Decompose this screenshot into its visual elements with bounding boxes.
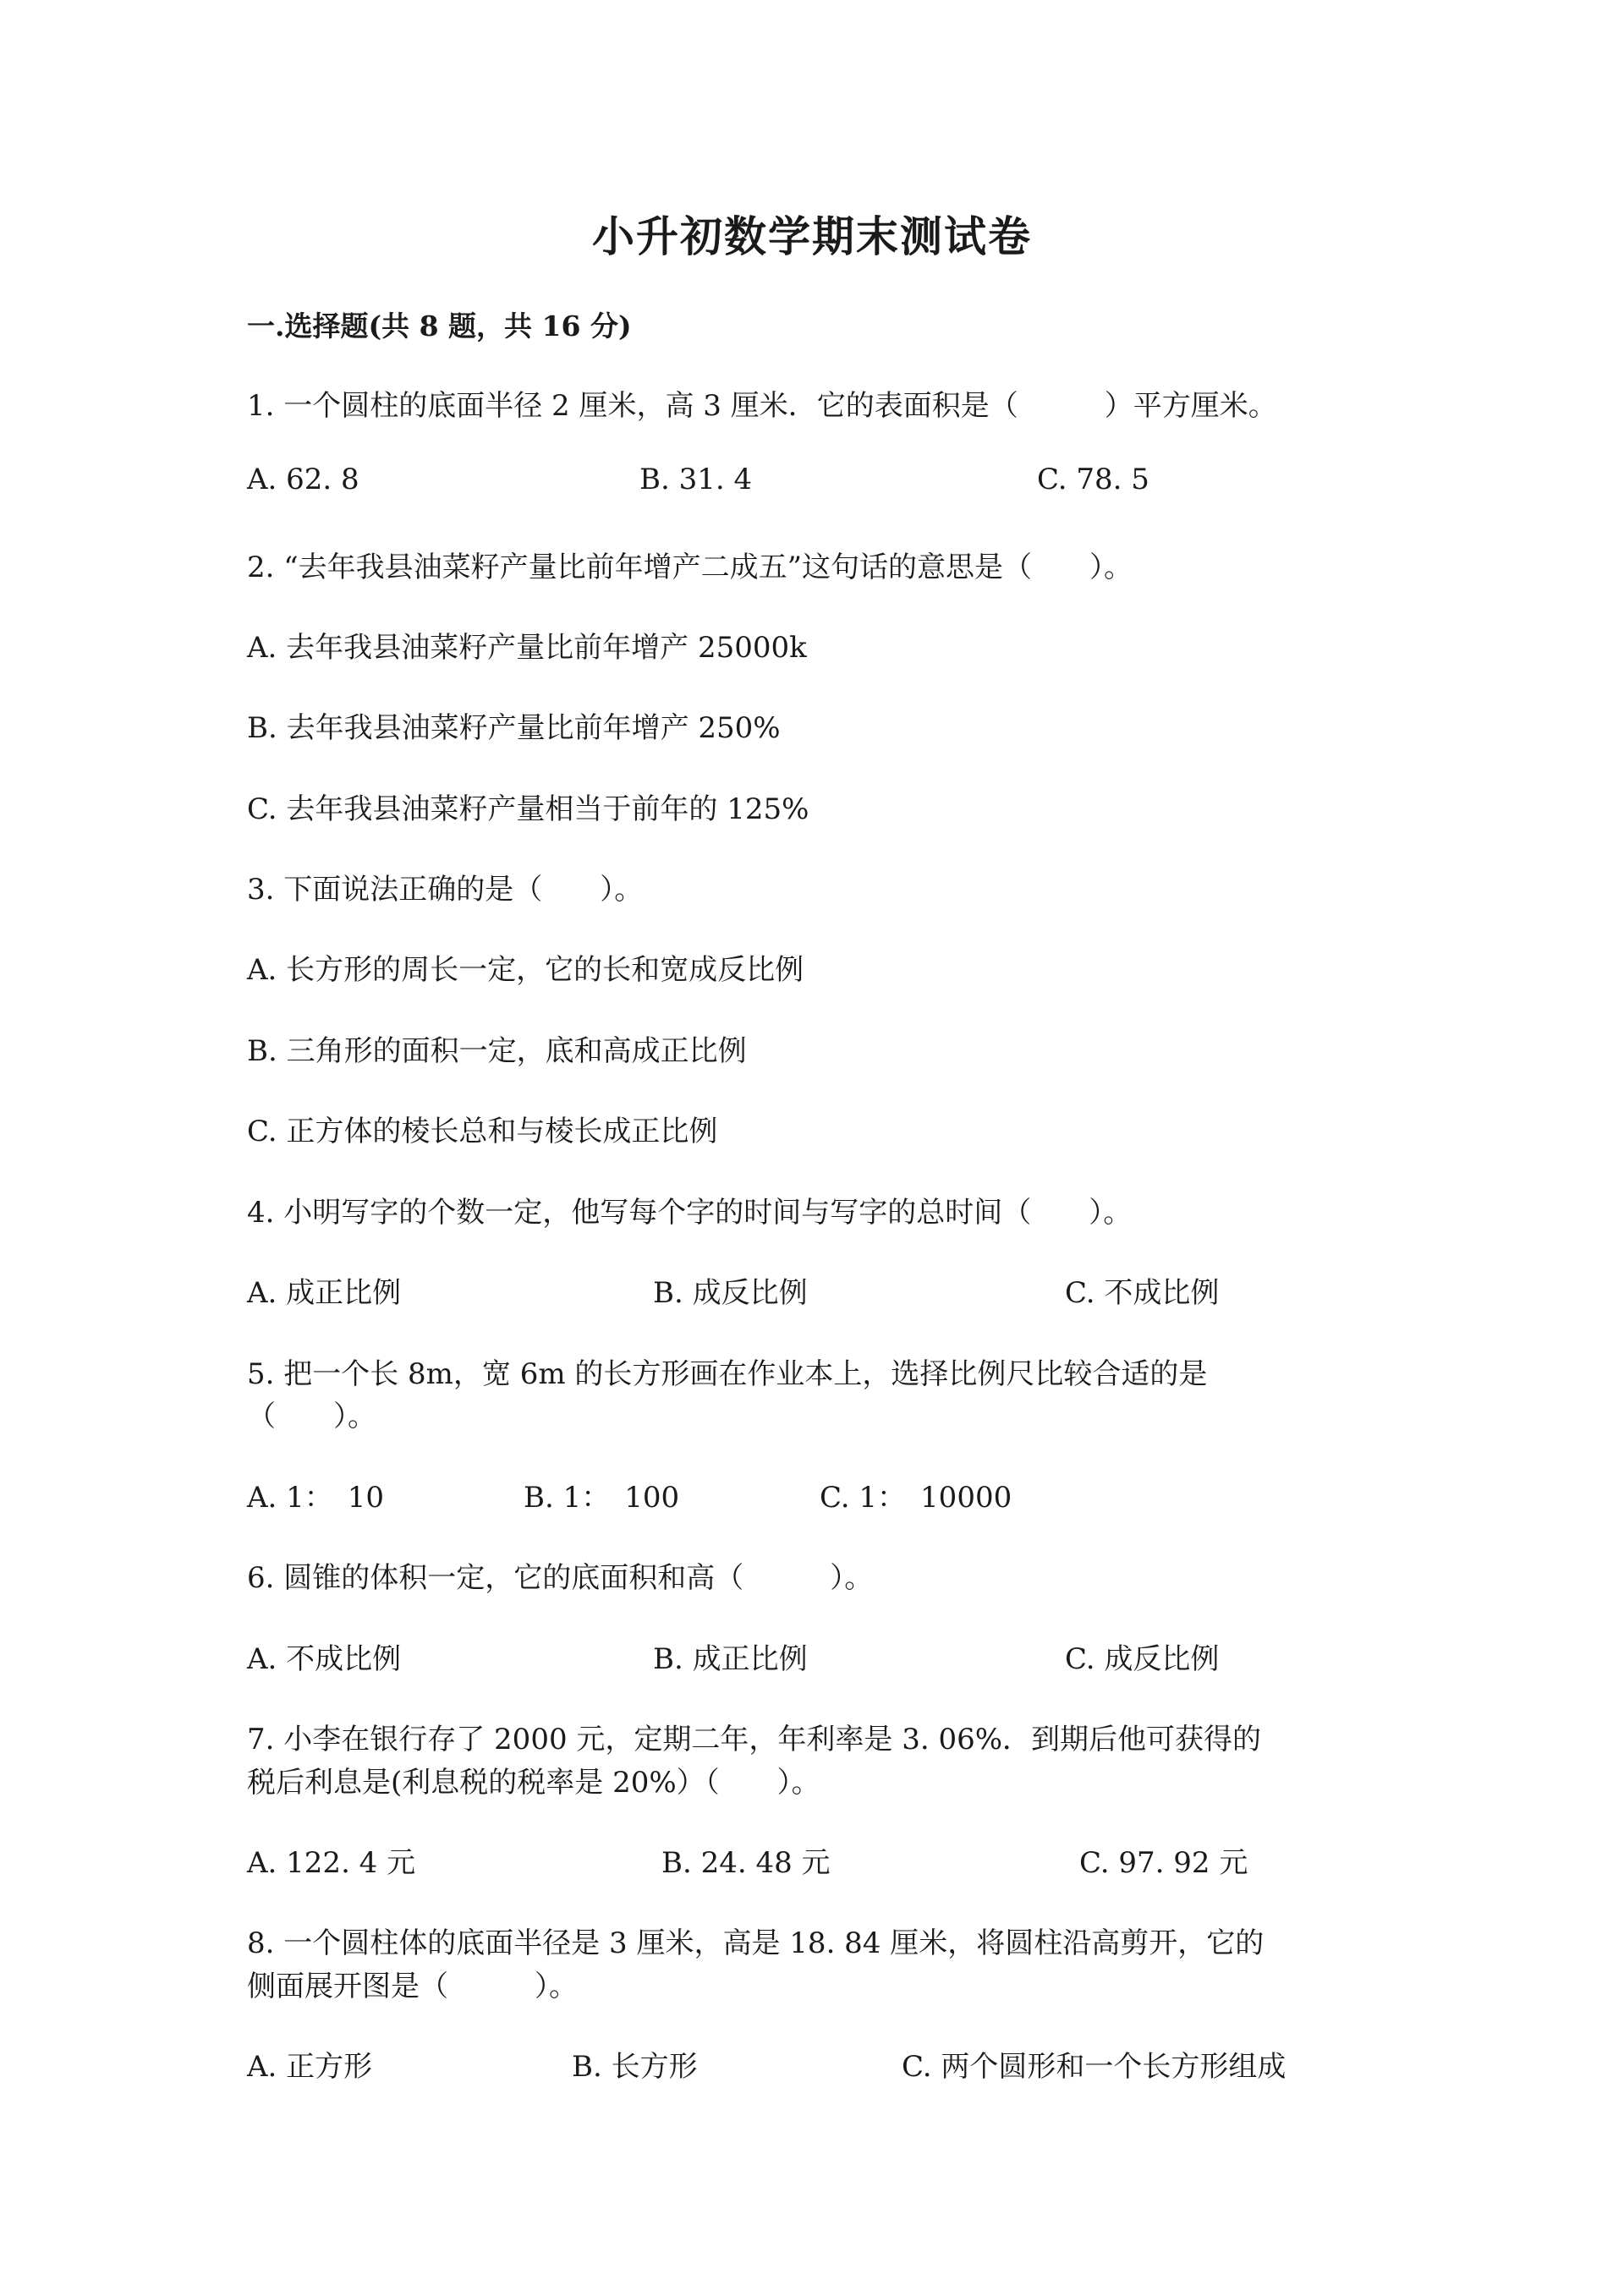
page-title: 小升初数学期末测试卷 xyxy=(592,211,1032,261)
question-4-option-c: C. 不成比例 xyxy=(1065,1276,1220,1310)
question-2-stem: 2. “去年我县油菜籽产量比前年增产二成五”这句话的意思是（ ）。 xyxy=(247,551,1133,584)
question-5-stem-line-1: 5. 把一个长 8m，宽 6m 的长方形画在作业本上，选择比例尺比较合适的是 xyxy=(247,1357,1208,1391)
question-7-option-b: B. 24. 48 元 xyxy=(661,1846,831,1880)
question-7-option-c: C. 97. 92 元 xyxy=(1079,1846,1248,1880)
question-5-option-a: A. 1： 10 xyxy=(247,1481,385,1515)
question-3-option-a: A. 长方形的周长一定，它的长和宽成反比例 xyxy=(247,953,804,987)
question-3-option-b: B. 三角形的面积一定，底和高成正比例 xyxy=(247,1034,747,1068)
question-1-stem: 1. 一个圆柱的底面半径 2 厘米，高 3 厘米．它的表面积是（ ）平方厘米。 xyxy=(247,389,1277,423)
question-5-stem-line-2: （ ）。 xyxy=(247,1400,376,1433)
question-6-option-a: A. 不成比例 xyxy=(247,1642,402,1676)
question-4-stem: 4. 小明写字的个数一定，他写每个字的时间与写字的总时间（ ）。 xyxy=(247,1196,1133,1230)
question-8-stem-line-2: 侧面展开图是（ ）。 xyxy=(247,1970,578,2003)
question-3-stem: 3. 下面说法正确的是（ ）。 xyxy=(247,873,644,907)
question-3-option-c: C. 正方体的棱长总和与棱长成正比例 xyxy=(247,1115,718,1148)
question-1-option-b: B. 31. 4 xyxy=(639,463,753,496)
question-8-stem-line-1: 8. 一个圆柱体的底面半径是 3 厘米，高是 18. 84 厘米，将圆柱沿高剪开，它的 xyxy=(247,1926,1265,1960)
section-heading: 一.选择题(共 8 题，共 16 分) xyxy=(247,310,632,342)
question-2-option-c: C. 去年我县油菜籽产量相当于前年的 125% xyxy=(247,792,809,826)
question-5-option-c: C. 1： 10000 xyxy=(820,1481,1012,1515)
question-6-option-b: B. 成正比例 xyxy=(653,1642,808,1676)
question-1-option-a: A. 62. 8 xyxy=(247,463,359,496)
question-7-option-a: A. 122. 4 元 xyxy=(247,1846,416,1880)
question-2-option-b: B. 去年我县油菜籽产量比前年增产 250% xyxy=(247,711,781,745)
question-7-stem-line-2: 税后利息是(利息税的税率是 20%）（ ）。 xyxy=(247,1766,820,1800)
question-1-option-c: C. 78. 5 xyxy=(1037,463,1149,496)
question-6-stem: 6. 圆锥的体积一定，它的底面积和高（ ）。 xyxy=(247,1561,874,1595)
question-7-stem-line-1: 7. 小李在银行存了 2000 元，定期二年，年利率是 3. 06%．到期后他可获得的 xyxy=(247,1723,1262,1756)
question-5-option-b: B. 1： 100 xyxy=(524,1481,680,1515)
question-8-option-c: C. 两个圆形和一个长方形组成 xyxy=(902,2050,1287,2084)
question-4-option-a: A. 成正比例 xyxy=(247,1276,402,1310)
question-8-option-a: A. 正方形 xyxy=(247,2050,373,2084)
question-6-option-c: C. 成反比例 xyxy=(1065,1642,1220,1676)
question-2-option-a: A. 去年我县油菜籽产量比前年增产 25000k xyxy=(247,631,807,665)
question-8-option-b: B. 长方形 xyxy=(572,2050,698,2084)
question-4-option-b: B. 成反比例 xyxy=(653,1276,808,1310)
